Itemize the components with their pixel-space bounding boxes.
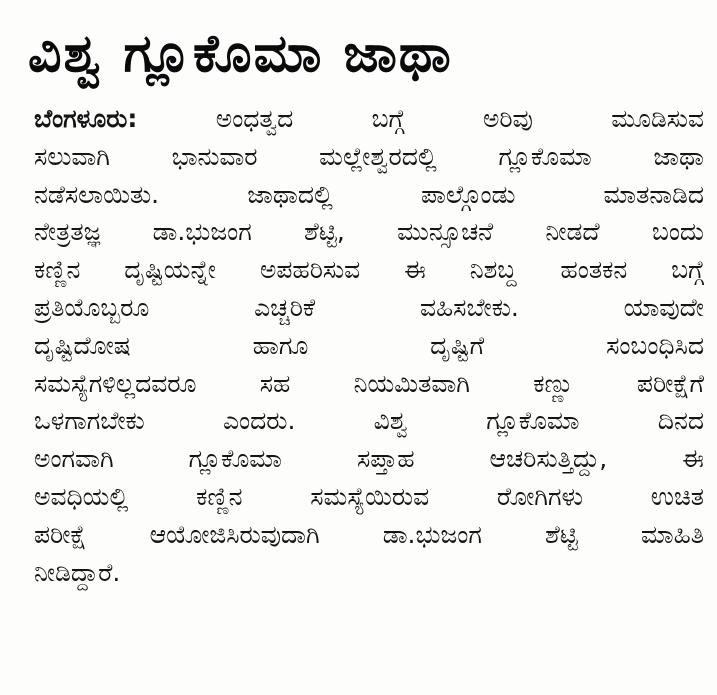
article-line-3: ನಡೆಸಲಾಯಿತು. ಜಾಥಾದಲ್ಲಿ ಪಾಲ್ಗೊಂಡು ಮಾತನಾಡಿದ xyxy=(34,179,704,209)
article-line-8: ಸಮಸ್ಯೆಗಳಿಲ್ಲದವರೂ ಸಹ ನಿಯಮಿತವಾಗಿ ಕಣ್ಣು ಪರೀಕ್ಷೆಗೆ xyxy=(34,368,704,398)
article-line-12: ಪರೀಕ್ಷೆ ಆಯೋಜಿಸಿರುವುದಾಗಿ ಡಾ.ಭುಜಂಗ ಶೆಟ್ಟಿ ಮಾಹಿತಿ xyxy=(34,519,704,549)
dateline: ಬೆಂಗಳೂರು: xyxy=(34,104,138,133)
article-line-2: ಸಲುವಾಗಿ ಭಾನುವಾರ ಮಲ್ಲೇಶ್ವರದಲ್ಲಿ ಗ್ಲೂಕೊಮಾ ಜಾಥಾ xyxy=(34,141,704,171)
article-body xyxy=(34,100,704,591)
article-line-5: ಕಣ್ಣಿನ ದೃಷ್ಟಿಯನ್ನೇ ಅಪಹರಿಸುವ ಈ ನಿಶಬ್ದ ಹಂತಕನ ಬಗ್ಗೆ xyxy=(34,255,704,285)
article-line-11: ಅವಧಿಯಲ್ಲಿ ಕಣ್ಣಿನ ಸಮಸ್ಯೆಯಿರುವ ರೋಗಿಗಳು ಉಚಿತ xyxy=(34,481,704,511)
article-line-7: ದೃಷ್ಟಿದೋಷ ಹಾಗೂ ದೃಷ್ಟಿಗೆ ಸಂಬಂಧಿಸಿದ xyxy=(34,330,704,360)
article-line-9: ಒಳಗಾಗಬೇಕು ಎಂದರು. ವಿಶ್ವ ಗ್ಲೂಕೊಮಾ ದಿನದ xyxy=(34,406,704,436)
headline: ವಿಶ್ವ ಗ್ಲೂಕೊಮಾ ಜಾಥಾ xyxy=(28,24,453,84)
article-line-13: ನೀಡಿದ್ದಾರೆ. xyxy=(34,557,121,587)
article-line-1 xyxy=(34,100,704,138)
article-line-10: ಅಂಗವಾಗಿ ಗ್ಲೂಕೊಮಾ ಸಪ್ತಾಹ ಆಚರಿಸುತ್ತಿದ್ದು, ಈ xyxy=(34,444,704,474)
article-line-4: ನೇತ್ರತಜ್ಞ ಡಾ.ಭುಜಂಗ ಶೆಟ್ಟಿ, ಮುನ್ಸೂಚನೆ ನೀಡದೆ ಬಂದು xyxy=(34,217,704,247)
article-line-6: ಪ್ರತಿಯೊಬ್ಬರೂ ಎಚ್ಚರಿಕೆ ವಹಿಸಬೇಕು. ಯಾವುದೇ xyxy=(34,292,704,322)
article-line-1-text: ಅಂಧತ್ವದ ಬಗ್ಗೆ ಅರಿವು ಮೂಡಿಸುವ xyxy=(215,104,704,133)
